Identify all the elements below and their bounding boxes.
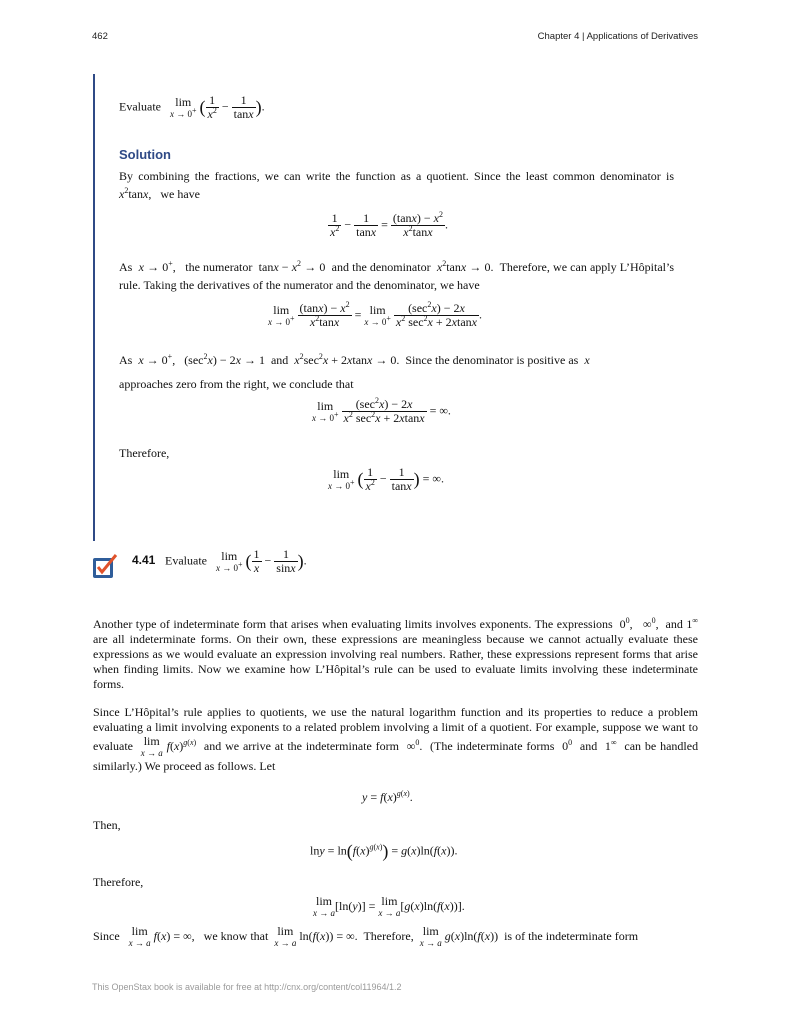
equation-final-result: lim x → 0+ ( $\frac{1}{x^2}$ − $\frac{1}{\tan x}$ ) = ∞. <box>328 465 444 493</box>
checkpoint-number: 4.41 <box>132 553 156 567</box>
checkpoint-statement: Evaluate lim x → 0+ ( $\frac{1}{x}$ − $\frac{1}{\sin x}$ ). <box>165 547 307 575</box>
therefore-label: Therefore, <box>119 446 170 460</box>
example-sidebar-rule <box>93 74 95 541</box>
equation-lim-ln: lim x → a [ln(y)] = lim x → a [g(x)ln(f(x))]. <box>313 894 465 918</box>
main-paragraph-2: Since L’Hôpital’s rule applies to quotients, we use the natural logarithm function and its properties to reduce a problem evaluating a limit involving exponents to a related problem involving a limit of a quotient. For example, suppose we want to evaluate lim x → a $f(x)^{g(x)}$ and we arrive at the indeterminate form ∞$^0$. (The indeterminate forms $0^0$ and 1∞ can be handled similarly.) We proceed as follows. Let <box>93 705 699 773</box>
equation-ln-y: $\ln y = \ln(f(x)^{g(x)}) = g(x)\ln(f(x))$. <box>310 841 458 861</box>
equation-lhopital-step: lim x → 0+ $\frac{(\tan x) - x^2}{x^2\tan x}$ = lim x → 0+ $\frac{(\sec^2x) - 2x}{x^2 \sec^2x + 2xtanx}$ . <box>268 300 482 329</box>
solution-paragraph-1: By combining the fractions, we can write the function as a quotient. Since the least common denominator is $x^2\tan x$, we have <box>119 169 674 201</box>
footer-link[interactable]: This OpenStax book is available for free at http://cnx.org/content/col11964/1.2 <box>92 982 402 992</box>
therefore-label-2: Therefore, <box>93 875 144 889</box>
solution-heading: Solution <box>119 147 171 162</box>
chapter-title: Chapter 4 | Applications of Derivatives <box>537 31 698 42</box>
main-paragraph-1: Another type of indeterminate form that arises when evaluating limits involves exponents. The expressions $0^0$, ∞$^0$, and 1∞ are all indeterminate forms. On their own, these expressions are meaningless because we cannot actually evaluate these expressions as we would evaluate an expression involving real numbers. Rather, these expressions represent forms that arise when finding limits. Now we examine how L’Hôpital’s rule can be used to evaluate limits involving these indeterminate forms. <box>93 616 699 691</box>
solution-paragraph-3: As x → 0+, $(\sec^2x) - 2x \to 1$ and $x^2\sec^2x + 2xtanx \to 0$. Since the denominator is positive as x approaches zero from the right, we conclude that <box>119 352 590 391</box>
page-number: 462 <box>92 31 108 42</box>
main-paragraph-3: Since lim x → a f(x) = ∞, we know that lim x → a ln(f(x)) = ∞. Therefore, lim x → a g(x)ln(f(x)) is of the indeterminate form <box>93 924 639 948</box>
evaluate-label: Evaluate <box>119 99 161 114</box>
equation-combine-fractions: $\frac{1}{x^2}$ − $\frac{1}{\tan x}$ = $\frac{(\tan x) - x^2}{x^2\tan x}$ . <box>330 210 448 239</box>
checkpoint-icon <box>92 553 118 579</box>
example-statement: Evaluate lim x → 0+ ( $\frac{1}{x^2}$ − $\frac{1}{\tan x}$ ). <box>119 93 265 121</box>
solution-paragraph-2: As x → 0+, the numerator $\tan x - x^2 \to 0$ and the denominator $x^2\tan x \to 0$. Therefore, we can apply L’Hôpital’s rule. Taking the derivatives of the numerator and the denominator, we have <box>119 259 675 292</box>
then-label: Then, <box>93 818 121 832</box>
equation-conclusion-limit: lim x → 0+ $\frac{(\sec^2x) - 2x}{x^2 \sec^2x + 2xtanx}$ = ∞. <box>312 396 451 425</box>
equation-let-y: $y = f(x)^{g(x)}$. <box>362 789 413 804</box>
